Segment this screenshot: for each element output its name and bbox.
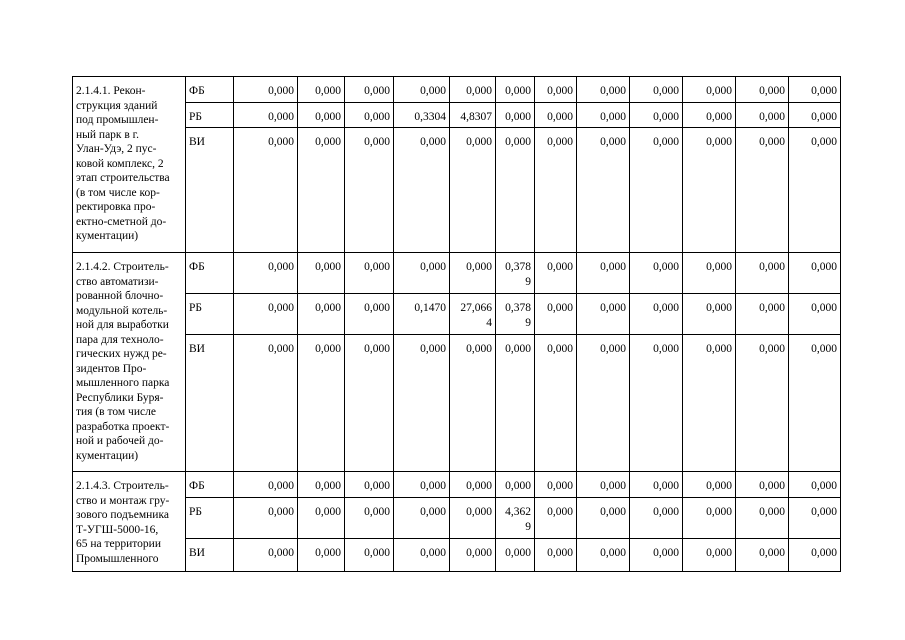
amount-cell: 0,000 xyxy=(577,539,630,572)
amount-cell: 0,000 xyxy=(450,472,496,498)
amount-cell: 0,000 xyxy=(789,498,841,539)
amount-cell: 0,000 xyxy=(535,128,577,253)
amount-cell: 0,000 xyxy=(496,128,535,253)
amount-cell: 0,000 xyxy=(298,335,345,472)
amount-cell: 0,000 xyxy=(450,253,496,294)
amount-cell: 0,000 xyxy=(736,294,789,335)
amount-cell: 0,000 xyxy=(496,77,535,103)
amount-cell: 0,000 xyxy=(577,253,630,294)
amount-cell: 0,000 xyxy=(577,498,630,539)
amount-cell: 0,000 xyxy=(630,335,683,472)
funding-source-cell: ВИ xyxy=(186,335,234,472)
amount-cell: 0,000 xyxy=(789,128,841,253)
amount-cell: 0,000 xyxy=(683,294,736,335)
funding-source-cell: РБ xyxy=(186,103,234,128)
amount-cell: 0,000 xyxy=(450,498,496,539)
amount-cell: 0,000 xyxy=(630,128,683,253)
amount-cell: 0,000 xyxy=(394,253,450,294)
amount-cell: 0,000 xyxy=(535,335,577,472)
amount-cell: 0,000 xyxy=(736,335,789,472)
amount-cell: 4,8307 xyxy=(450,103,496,128)
amount-cell: 0,000 xyxy=(683,77,736,103)
amount-cell: 0,000 xyxy=(450,539,496,572)
amount-cell: 0,000 xyxy=(630,294,683,335)
amount-cell: 0,000 xyxy=(234,77,298,103)
amount-cell: 0,000 xyxy=(345,253,394,294)
amount-cell: 0,000 xyxy=(789,253,841,294)
measure-description: 2.1.4.2. Строитель- ство автоматизи- рованной блочно- модульной котель- ной для выработки пара для техноло- гических нужд ре- зидентов Про- мышленного парка Республики Буря- тия (в том числе разработка проект- ной и рабочей до- кументации) xyxy=(76,261,170,462)
amount-cell: 0,000 xyxy=(535,472,577,498)
table-row xyxy=(73,253,841,294)
table-row xyxy=(73,539,841,572)
amount-cell: 0,000 xyxy=(234,498,298,539)
amount-cell: 0,000 xyxy=(345,128,394,253)
amount-cell: 0,000 xyxy=(394,128,450,253)
amount-cell: 0,000 xyxy=(298,128,345,253)
amount-cell: 0,000 xyxy=(789,103,841,128)
amount-cell: 0,000 xyxy=(789,294,841,335)
amount-cell: 0,000 xyxy=(450,77,496,103)
amount-cell: 0,000 xyxy=(496,335,535,472)
amount-cell: 0,000 xyxy=(450,128,496,253)
amount-cell: 0,000 xyxy=(630,498,683,539)
amount-cell: 0,000 xyxy=(298,498,345,539)
amount-cell: 0,000 xyxy=(234,539,298,572)
amount-cell: 0,000 xyxy=(683,128,736,253)
amount-cell: 0,378 9 xyxy=(496,253,535,294)
measure-description-cell xyxy=(73,77,186,253)
amount-cell: 0,000 xyxy=(736,103,789,128)
measure-description: 2.1.4.1. Рекон- струкция зданий под промышлен- ный парк в г. Улан-Удэ, 2 пус- ковой комплекс, 2 этап строительства (в том числе кор- ректировка про- ектно-сметной до- кументации) xyxy=(76,85,170,242)
funding-source-cell: РБ xyxy=(186,498,234,539)
amount-cell: 0,000 xyxy=(298,253,345,294)
amount-cell: 0,000 xyxy=(450,335,496,472)
amount-cell: 0,000 xyxy=(577,294,630,335)
amount-cell: 0,000 xyxy=(496,539,535,572)
table-row xyxy=(73,103,841,128)
amount-cell: 0,000 xyxy=(345,498,394,539)
amount-cell: 0,000 xyxy=(630,77,683,103)
amount-cell: 0,000 xyxy=(577,472,630,498)
amount-cell: 0,378 9 xyxy=(496,294,535,335)
amount-cell: 0,000 xyxy=(789,335,841,472)
amount-cell: 0,000 xyxy=(345,472,394,498)
amount-cell: 0,000 xyxy=(345,103,394,128)
amount-cell: 0,000 xyxy=(535,77,577,103)
amount-cell: 0,000 xyxy=(535,539,577,572)
amount-cell: 0,000 xyxy=(577,103,630,128)
amount-cell: 0,000 xyxy=(683,472,736,498)
table-row xyxy=(73,472,841,498)
amount-cell: 0,000 xyxy=(630,472,683,498)
amount-cell: 0,000 xyxy=(394,335,450,472)
amount-cell: 0,000 xyxy=(683,253,736,294)
funding-source-cell: ФБ xyxy=(186,253,234,294)
amount-cell: 0,000 xyxy=(736,539,789,572)
amount-cell: 0,000 xyxy=(345,335,394,472)
amount-cell: 0,000 xyxy=(683,539,736,572)
amount-cell: 0,000 xyxy=(394,498,450,539)
amount-cell: 0,000 xyxy=(577,335,630,472)
amount-cell: 0,000 xyxy=(234,128,298,253)
amount-cell: 4,362 9 xyxy=(496,498,535,539)
funding-table xyxy=(72,76,841,572)
amount-cell: 0,000 xyxy=(496,472,535,498)
amount-cell: 27,066 4 xyxy=(450,294,496,335)
amount-cell: 0,000 xyxy=(234,103,298,128)
table-row xyxy=(73,77,841,103)
funding-source-cell: ФБ xyxy=(186,77,234,103)
amount-cell: 0,000 xyxy=(496,103,535,128)
amount-cell: 0,3304 xyxy=(394,103,450,128)
amount-cell: 0,000 xyxy=(683,103,736,128)
table-row xyxy=(73,335,841,472)
amount-cell: 0,000 xyxy=(298,103,345,128)
amount-cell: 0,000 xyxy=(535,253,577,294)
amount-cell: 0,000 xyxy=(394,472,450,498)
amount-cell: 0,000 xyxy=(736,128,789,253)
amount-cell: 0,000 xyxy=(630,539,683,572)
funding-source-cell: ФБ xyxy=(186,472,234,498)
funding-source-cell: ВИ xyxy=(186,128,234,253)
table-row xyxy=(73,128,841,253)
amount-cell: 0,000 xyxy=(789,77,841,103)
funding-source-cell: РБ xyxy=(186,294,234,335)
amount-cell: 0,000 xyxy=(234,472,298,498)
amount-cell: 0,000 xyxy=(535,294,577,335)
amount-cell: 0,000 xyxy=(394,77,450,103)
amount-cell: 0,000 xyxy=(298,77,345,103)
amount-cell: 0,000 xyxy=(577,77,630,103)
amount-cell: 0,000 xyxy=(683,498,736,539)
measure-description-cell xyxy=(73,253,186,472)
amount-cell: 0,000 xyxy=(394,539,450,572)
measure-description-cell xyxy=(73,472,186,572)
amount-cell: 0,000 xyxy=(298,472,345,498)
amount-cell: 0,1470 xyxy=(394,294,450,335)
amount-cell: 0,000 xyxy=(345,539,394,572)
amount-cell: 0,000 xyxy=(736,472,789,498)
amount-cell: 0,000 xyxy=(535,103,577,128)
amount-cell: 0,000 xyxy=(234,253,298,294)
amount-cell: 0,000 xyxy=(789,472,841,498)
amount-cell: 0,000 xyxy=(345,77,394,103)
amount-cell: 0,000 xyxy=(234,335,298,472)
amount-cell: 0,000 xyxy=(577,128,630,253)
measure-description: 2.1.4.3. Строитель- ство и монтаж гру- зового подъемника Т-УГШ-5000-16, 65 на территории Промышленного xyxy=(76,480,170,565)
table-row xyxy=(73,498,841,539)
amount-cell: 0,000 xyxy=(630,103,683,128)
amount-cell: 0,000 xyxy=(789,539,841,572)
amount-cell: 0,000 xyxy=(298,539,345,572)
amount-cell: 0,000 xyxy=(630,253,683,294)
amount-cell: 0,000 xyxy=(736,77,789,103)
amount-cell: 0,000 xyxy=(345,294,394,335)
amount-cell: 0,000 xyxy=(683,335,736,472)
amount-cell: 0,000 xyxy=(736,498,789,539)
amount-cell: 0,000 xyxy=(535,498,577,539)
amount-cell: 0,000 xyxy=(736,253,789,294)
amount-cell: 0,000 xyxy=(298,294,345,335)
amount-cell: 0,000 xyxy=(234,294,298,335)
table-row xyxy=(73,294,841,335)
funding-source-cell: ВИ xyxy=(186,539,234,572)
